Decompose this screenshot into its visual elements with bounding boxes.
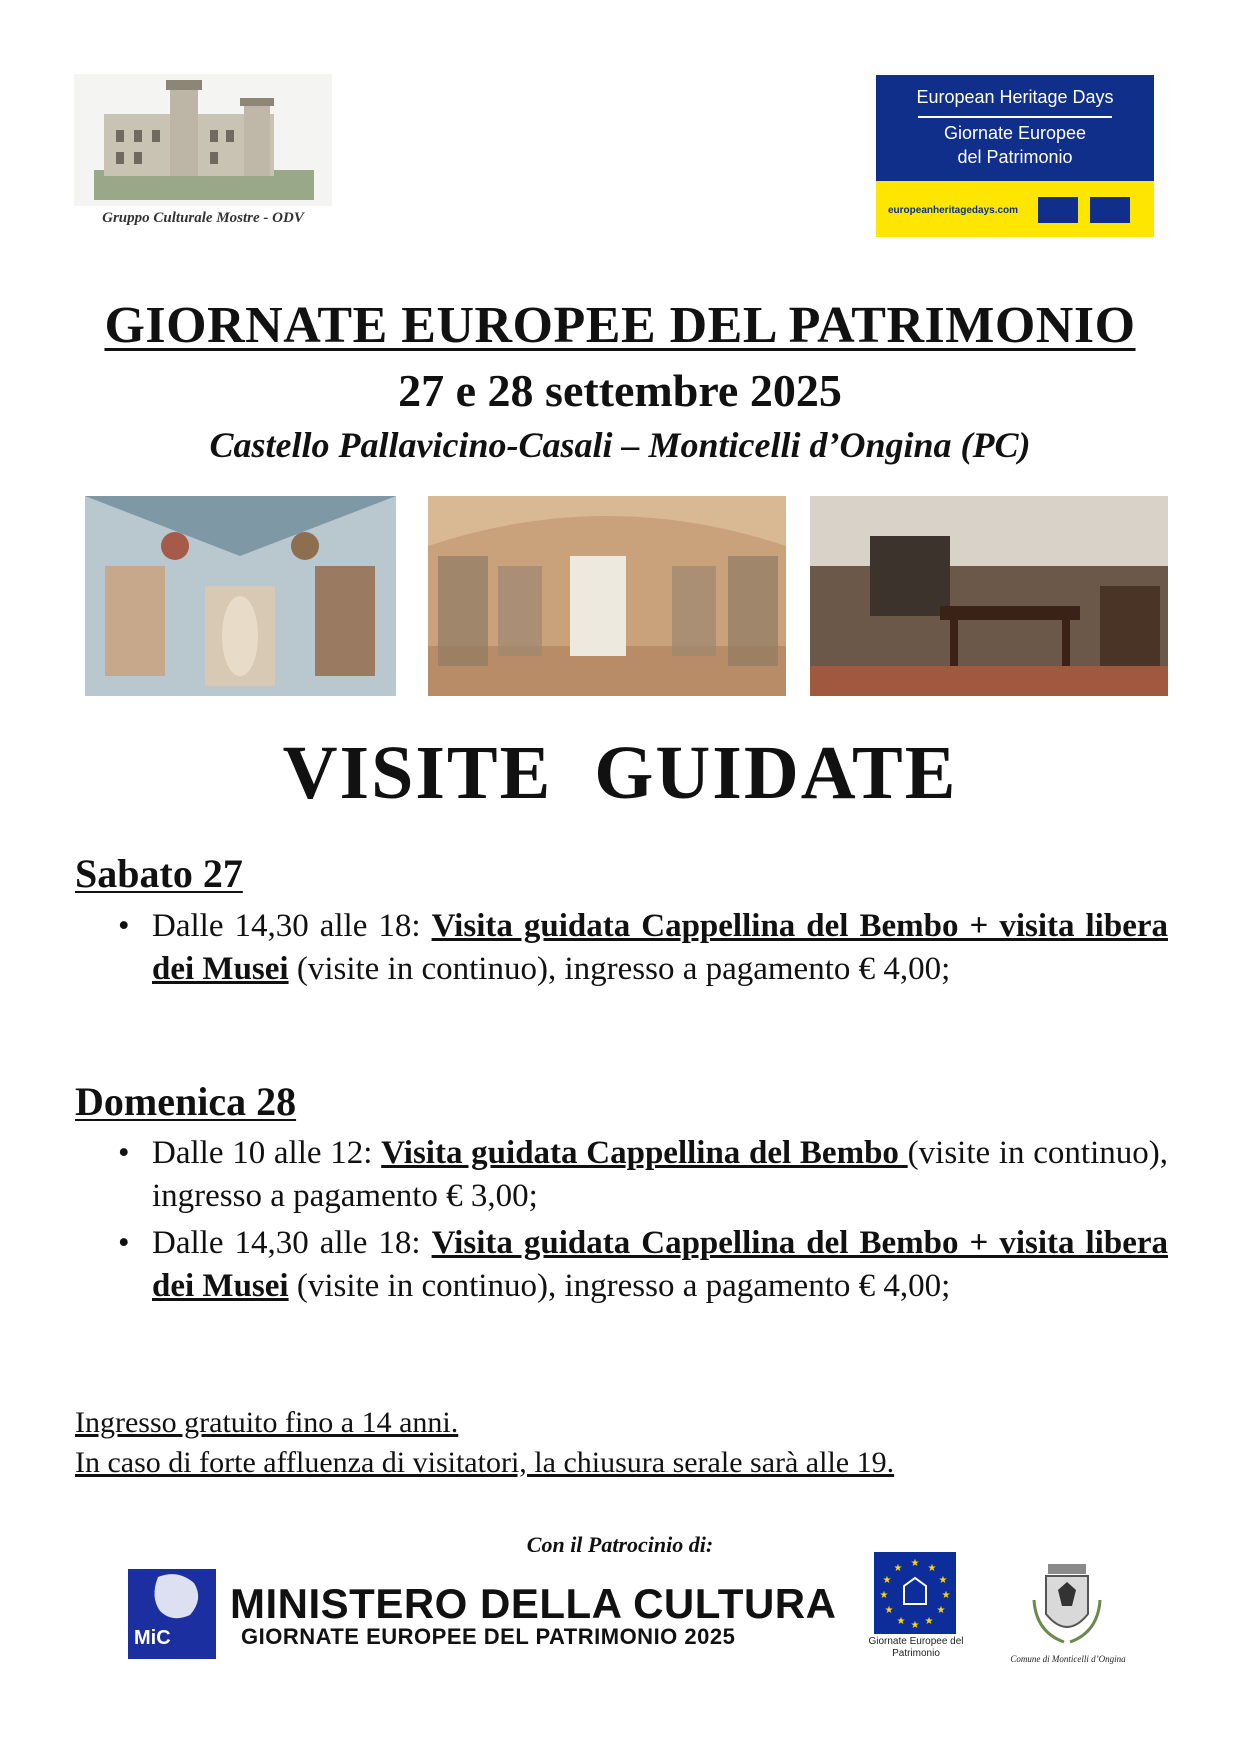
comune-caption: Comune di Monticelli d’Ongina — [1010, 1654, 1126, 1664]
list-item-text — [152, 905, 1168, 991]
event-venue: Castello Pallavicino-Casali – Monticelli d’Ongina (PC) — [209, 425, 1031, 465]
ministero-title: MINISTERO DELLA CULTURA — [230, 1580, 837, 1627]
svg-text:★: ★ — [936, 1605, 946, 1616]
list-item-text — [152, 1222, 1168, 1308]
photo-museum-cellar — [428, 496, 786, 696]
gruppo-culturale-logo — [74, 74, 332, 234]
item-highlight: Visita guidata Cappellina del Bembo — [381, 1135, 908, 1171]
mic-label: MiC — [134, 1627, 171, 1649]
svg-text:★: ★ — [924, 1616, 934, 1627]
svg-text:★: ★ — [941, 1590, 951, 1601]
note-closing-time: In caso di forte affluenza di visitatori, la chiusura serale sarà alle 19. — [75, 1446, 895, 1479]
event-dates: 27 e 28 settembre 2025 — [398, 365, 842, 416]
ehd-yellow-band — [876, 181, 1154, 237]
svg-text:★: ★ — [910, 1620, 920, 1631]
comune-crest-icon — [1024, 1560, 1110, 1652]
gep-caption: Giornate Europee del Patrimonio — [868, 1636, 964, 1659]
item-time: Dalle 14,30 alle 18: — [152, 908, 432, 944]
day-heading-sabato: Sabato 27 — [75, 851, 243, 896]
bullet-icon: • — [118, 908, 130, 944]
photo-rural-kitchen — [810, 496, 1168, 696]
ehd-line3: del Patrimonio — [957, 147, 1073, 167]
item-details: (visite in continuo), ingresso a pagamento € 3,00; — [152, 1135, 1168, 1214]
mic-logo-icon — [128, 1569, 216, 1659]
svg-text:★: ★ — [882, 1575, 892, 1586]
svg-text:★: ★ — [938, 1575, 948, 1586]
ehd-line1: European Heritage Days — [916, 87, 1114, 107]
ehd-divider — [918, 116, 1112, 118]
svg-text:★: ★ — [927, 1563, 937, 1574]
castle-logo-icon — [74, 74, 332, 206]
item-time: Dalle 14,30 alle 18: — [152, 1225, 432, 1261]
main-title: GIORNATE EUROPEE DEL PATRIMONIO — [104, 297, 1136, 354]
item-details: (visite in continuo), ingresso a pagamento € 4,00; — [288, 951, 951, 987]
gep-stars-logo — [874, 1552, 956, 1634]
list-item-text — [152, 1132, 1168, 1218]
section-title: VISITE GUIDATE — [282, 731, 958, 815]
svg-text:★: ★ — [910, 1558, 920, 1569]
item-highlight: Visita guidata Cappellina del Bembo + visita libera dei Musei — [152, 1225, 1168, 1304]
item-highlight: Visita guidata Cappellina del Bembo + visita libera dei Musei — [152, 908, 1168, 987]
svg-text:★: ★ — [893, 1563, 903, 1574]
bullet-icon: • — [118, 1225, 130, 1261]
eu-flag-icon — [1090, 197, 1130, 223]
ministero-subtitle: GIORNATE EUROPEE DEL PATRIMONIO 2025 — [241, 1624, 736, 1649]
patrocinio-label: Con il Patrocinio di: — [526, 1532, 714, 1557]
svg-text:★: ★ — [884, 1605, 894, 1616]
european-heritage-days-logo — [876, 75, 1154, 237]
photo-frescoes — [85, 496, 396, 696]
svg-text:★: ★ — [896, 1616, 906, 1627]
ehd-line2: Giornate Europee — [943, 123, 1087, 143]
council-of-europe-icon — [1038, 197, 1078, 223]
day-heading-domenica: Domenica 28 — [75, 1079, 297, 1124]
item-details: (visite in continuo), ingresso a pagamento € 4,00; — [288, 1268, 951, 1304]
ehd-url: europeanheritagedays.com — [888, 205, 1019, 216]
item-time: Dalle 10 alle 12: — [152, 1135, 382, 1171]
note-free-entry: Ingresso gratuito fino a 14 anni. — [75, 1406, 459, 1439]
bullet-icon: • — [118, 1135, 130, 1171]
svg-text:★: ★ — [879, 1590, 889, 1601]
left-logo-caption: Gruppo Culturale Mostre - ODV — [102, 210, 304, 226]
